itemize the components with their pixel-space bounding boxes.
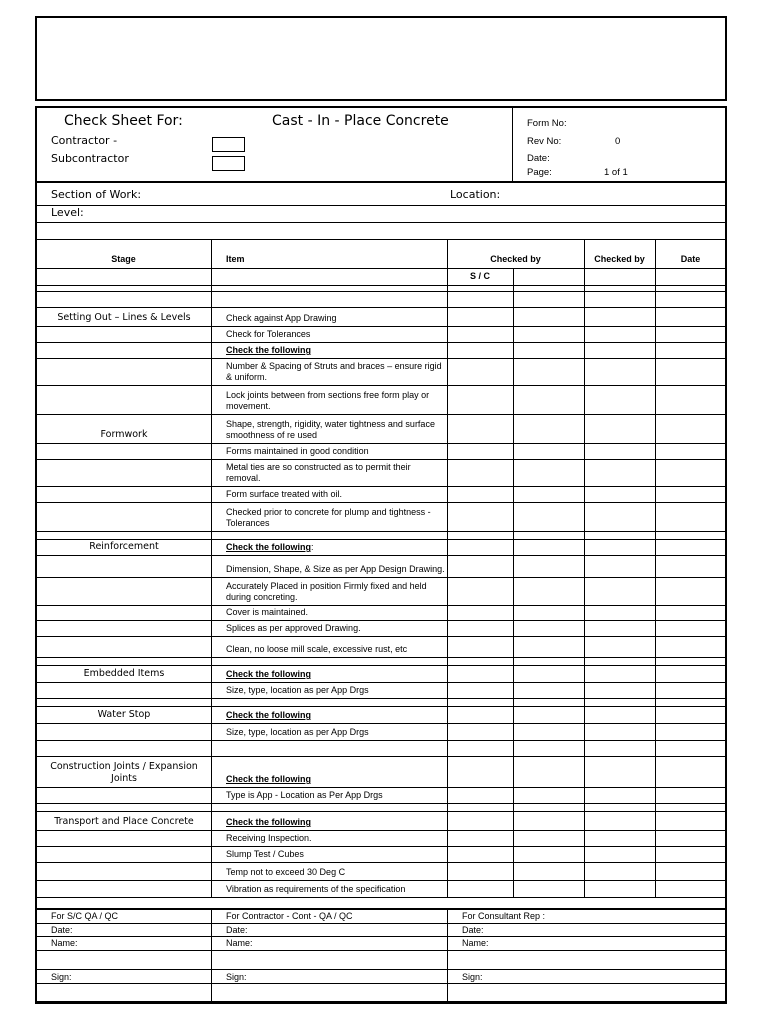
consultant-title: For Consultant Rep :	[448, 909, 727, 923]
checked-by-cell[interactable]	[514, 707, 585, 724]
stage-cell	[37, 503, 212, 532]
header-bottom-rule	[36, 181, 726, 183]
item-cell: Check for Tolerances	[212, 327, 448, 343]
table-row	[37, 683, 727, 699]
checked-by-cell[interactable]	[514, 606, 585, 621]
sc-check-cell[interactable]	[448, 308, 514, 327]
item-cell	[212, 804, 448, 812]
header-row-rule	[36, 268, 726, 269]
item-cell: Shape, strength, rigidity, water tightness and surface smoothness of re used	[212, 415, 448, 444]
table-row	[37, 804, 727, 812]
stage-cell	[37, 327, 212, 343]
spacer-rule	[36, 239, 726, 240]
sc-check-cell[interactable]	[448, 327, 514, 343]
date-cell[interactable]	[656, 487, 727, 503]
sc-check-cell[interactable]	[448, 621, 514, 637]
stage-cell	[37, 556, 212, 578]
stage-cell	[37, 788, 212, 804]
checked-by-2-cell[interactable]	[585, 621, 656, 637]
consultant-name-field[interactable]: Name:	[448, 936, 727, 950]
sc-check-cell[interactable]	[448, 415, 514, 444]
date-column-header: Date	[680, 254, 701, 264]
item-cell: Size, type, location as per App Drgs	[212, 683, 448, 699]
date-cell[interactable]	[656, 788, 727, 804]
sc-check-cell[interactable]	[448, 881, 514, 898]
stage-cell	[37, 606, 212, 621]
consultant-date-field[interactable]: Date:	[448, 923, 727, 936]
checked-by-cell[interactable]	[514, 487, 585, 503]
checked-by-2-cell[interactable]	[585, 327, 656, 343]
table-row	[37, 847, 727, 863]
stage-column-header: Stage	[111, 254, 136, 264]
sc-blank	[37, 950, 212, 969]
table-row	[37, 386, 727, 415]
checked-by-cell[interactable]	[514, 292, 585, 308]
checked-by-cell[interactable]	[514, 666, 585, 683]
table-row	[37, 741, 727, 757]
checked-by-2-cell[interactable]	[585, 724, 656, 741]
item-cell: Check against App Drawing	[212, 308, 448, 327]
date-cell[interactable]	[656, 503, 727, 532]
check-following-heading: Check the following	[226, 817, 312, 827]
checked-by-cell[interactable]	[514, 386, 585, 415]
stage-cell	[37, 804, 212, 812]
date-cell[interactable]	[656, 532, 727, 540]
item-cell	[212, 741, 448, 757]
date-cell[interactable]	[656, 308, 727, 327]
date-cell[interactable]	[656, 707, 727, 724]
check-following-heading: Check the following	[226, 542, 312, 552]
date-cell[interactable]	[656, 386, 727, 415]
form-no-label: Form No:	[527, 118, 567, 129]
table-row	[37, 666, 727, 683]
item-cell: Checked prior to concrete for plump and tightness - Tolerances	[212, 503, 448, 532]
checked-by-cell[interactable]	[514, 863, 585, 881]
subcontractor-label: Subcontractor	[51, 152, 129, 165]
rev-no-value: 0	[615, 136, 621, 147]
date-cell[interactable]	[656, 812, 727, 831]
stage-cell: Transport and Place Concrete	[37, 812, 212, 831]
sc-check-cell[interactable]	[448, 683, 514, 699]
sc-check-cell[interactable]	[448, 556, 514, 578]
stage-cell: Construction Joints / Expansion Joints	[37, 757, 212, 788]
stage-cell	[37, 292, 212, 308]
date-cell[interactable]	[656, 881, 727, 898]
item-cell: Accurately Placed in position Firmly fixed and held during concreting.	[212, 578, 448, 606]
checked-by-2-cell[interactable]	[585, 556, 656, 578]
date-cell[interactable]	[656, 666, 727, 683]
checked-by-2-cell[interactable]	[585, 863, 656, 881]
date-cell[interactable]	[656, 327, 727, 343]
stage-cell	[37, 741, 212, 757]
section-rule	[36, 205, 726, 206]
sc-check-cell[interactable]	[448, 831, 514, 847]
table-row	[37, 359, 727, 386]
subcontractor-checkbox[interactable]	[212, 156, 245, 171]
stage-cell	[37, 487, 212, 503]
sc-check-cell[interactable]	[448, 503, 514, 532]
signoff-table	[36, 908, 727, 1002]
checked-by-2-cell[interactable]	[585, 666, 656, 683]
table-row	[37, 863, 727, 881]
checked-by-cell[interactable]	[514, 578, 585, 606]
checked-by-cell[interactable]	[514, 327, 585, 343]
checked-by-header: Checked by	[594, 254, 645, 264]
item-cell: Splices as per approved Drawing.	[212, 621, 448, 637]
stage-cell: Reinforcement	[37, 540, 212, 556]
checked-by-2-cell[interactable]	[585, 503, 656, 532]
page-value: 1 of 1	[604, 167, 628, 178]
checked-by-cell[interactable]	[514, 658, 585, 666]
item-cell	[212, 540, 448, 556]
sc-qaqc-title: For S/C QA / QC	[37, 909, 212, 923]
table-row	[37, 724, 727, 741]
item-cell: Temp not to exceed 30 Deg C	[212, 863, 448, 881]
checked-by-cell[interactable]	[514, 881, 585, 898]
item-cell: Forms maintained in good condition	[212, 444, 448, 460]
date-cell[interactable]	[656, 540, 727, 556]
table-row	[37, 578, 727, 606]
table-row	[37, 831, 727, 847]
checked-by-2-cell[interactable]	[585, 683, 656, 699]
sc-check-cell[interactable]	[448, 637, 514, 658]
checked-by-2-cell[interactable]	[585, 386, 656, 415]
sc-check-cell[interactable]	[448, 532, 514, 540]
checked-by-2-cell[interactable]	[585, 637, 656, 658]
checked-by-2-cell[interactable]	[585, 308, 656, 327]
contractor-bottom	[212, 984, 448, 1002]
date-cell[interactable]	[656, 606, 727, 621]
item-cell: Slump Test / Cubes	[212, 847, 448, 863]
date-cell[interactable]	[656, 831, 727, 847]
checked-by-cell[interactable]	[514, 343, 585, 359]
checked-by-2-cell[interactable]	[585, 847, 656, 863]
contractor-blank	[212, 950, 448, 969]
stage-cell	[37, 881, 212, 898]
check-following-heading: Check the following	[226, 669, 312, 679]
sc-check-cell[interactable]	[448, 487, 514, 503]
item-cell	[212, 666, 448, 683]
sc-check-cell[interactable]	[448, 292, 514, 308]
stage-cell: Water Stop	[37, 707, 212, 724]
item-cell: Receiving Inspection.	[212, 831, 448, 847]
item-cell	[212, 343, 448, 359]
consultant-blank	[448, 950, 727, 969]
stage-cell	[37, 621, 212, 637]
contractor-sign-field[interactable]: Sign:	[212, 969, 448, 983]
item-cell	[212, 699, 448, 707]
sc-check-cell[interactable]	[448, 741, 514, 757]
sc-check-cell[interactable]	[448, 788, 514, 804]
checked-by-2-cell[interactable]	[585, 532, 656, 540]
checked-by-cell[interactable]	[514, 532, 585, 540]
stage-cell	[37, 343, 212, 359]
stage-cell	[37, 460, 212, 487]
col-line-5	[655, 239, 656, 291]
item-cell: Metal ties are so constructed as to permit their removal.	[212, 460, 448, 487]
table-row	[37, 327, 727, 343]
checked-by-cell[interactable]	[514, 621, 585, 637]
sc-check-cell[interactable]	[448, 804, 514, 812]
checked-by-cell[interactable]	[514, 460, 585, 487]
date-cell[interactable]	[656, 460, 727, 487]
contractor-date-field[interactable]: Date:	[212, 923, 448, 936]
contractor-label: Contractor -	[51, 134, 118, 147]
sc-check-cell[interactable]	[448, 757, 514, 788]
stage-cell	[37, 863, 212, 881]
checked-by-2-cell[interactable]	[585, 460, 656, 487]
header-divider	[512, 108, 513, 182]
stage-cell	[37, 724, 212, 741]
date-cell[interactable]	[656, 578, 727, 606]
table-row	[37, 606, 727, 621]
table-row	[37, 812, 727, 831]
contractor-qaqc-title: For Contractor - Cont - QA / QC	[212, 909, 448, 923]
checked-by-cell[interactable]	[514, 847, 585, 863]
date-cell[interactable]	[656, 415, 727, 444]
stage-cell: Setting Out – Lines & Levels	[37, 308, 212, 327]
sc-check-cell[interactable]	[448, 658, 514, 666]
date-cell[interactable]	[656, 444, 727, 460]
stage-cell: Embedded Items	[37, 666, 212, 683]
level-label: Level:	[51, 206, 84, 219]
sc-check-cell[interactable]	[448, 847, 514, 863]
stage-cell	[37, 683, 212, 699]
date-cell[interactable]	[656, 699, 727, 707]
item-column-header: Item	[226, 254, 245, 264]
checked-by-cell[interactable]	[514, 804, 585, 812]
table-row	[37, 556, 727, 578]
consultant-bottom	[448, 984, 727, 1002]
checked-by-cell[interactable]	[514, 683, 585, 699]
stage-cell	[37, 699, 212, 707]
stage-cell	[37, 386, 212, 415]
sc-check-cell[interactable]	[448, 578, 514, 606]
checked-by-cell[interactable]	[514, 503, 585, 532]
heading-suffix: :	[311, 542, 314, 552]
date-cell[interactable]	[656, 637, 727, 658]
checked-by-2-cell[interactable]	[585, 757, 656, 788]
stage-cell	[37, 444, 212, 460]
date-cell[interactable]	[656, 292, 727, 308]
table-row	[37, 658, 727, 666]
sc-check-cell[interactable]	[448, 359, 514, 386]
check-following-heading: Check the following	[226, 345, 312, 355]
table-row	[37, 308, 727, 327]
location-label: Location:	[450, 188, 501, 201]
table-row	[37, 707, 727, 724]
check-following-heading: Check the following	[226, 774, 312, 784]
level-rule	[36, 222, 726, 223]
col-line-1	[211, 239, 212, 291]
checked-by-cell[interactable]	[514, 788, 585, 804]
stage-cell	[37, 847, 212, 863]
checked-by-2-cell[interactable]	[585, 804, 656, 812]
stage-cell: Formwork	[37, 415, 212, 444]
table-row	[37, 415, 727, 444]
item-cell: Cover is maintained.	[212, 606, 448, 621]
checked-by-2-cell[interactable]	[585, 812, 656, 831]
checked-by-2-cell[interactable]	[585, 487, 656, 503]
table-row	[37, 699, 727, 707]
sc-check-cell[interactable]	[448, 812, 514, 831]
table-row	[37, 487, 727, 503]
date-cell[interactable]	[656, 757, 727, 788]
checked-by-2-cell[interactable]	[585, 707, 656, 724]
item-cell	[212, 757, 448, 788]
sc-row-rule	[36, 285, 726, 286]
col-line-3	[513, 268, 514, 291]
item-cell: Number & Spacing of Struts and braces – ensure rigid & uniform.	[212, 359, 448, 386]
checked-by-cell[interactable]	[514, 741, 585, 757]
sc-check-cell[interactable]	[448, 386, 514, 415]
checked-by-cell[interactable]	[514, 699, 585, 707]
sc-subheader: S / C	[469, 271, 490, 281]
checked-by-2-cell[interactable]	[585, 741, 656, 757]
check-sheet-label: Check Sheet For:	[64, 113, 183, 129]
item-cell	[212, 707, 448, 724]
stage-cell	[37, 578, 212, 606]
check-following-heading: Check the following	[226, 710, 312, 720]
checked-by-cell[interactable]	[514, 637, 585, 658]
date-cell[interactable]	[656, 683, 727, 699]
sc-sign-field[interactable]: Sign:	[37, 969, 212, 983]
checked-by-cell[interactable]	[514, 757, 585, 788]
checked-by-cell[interactable]	[514, 812, 585, 831]
item-cell	[212, 658, 448, 666]
checked-by-cell[interactable]	[514, 831, 585, 847]
sc-check-cell[interactable]	[448, 343, 514, 359]
item-cell	[212, 532, 448, 540]
checked-by-2-cell[interactable]	[585, 343, 656, 359]
date-cell[interactable]	[656, 556, 727, 578]
contractor-checkbox[interactable]	[212, 137, 245, 152]
checked-by-cell[interactable]	[514, 415, 585, 444]
sc-date-field[interactable]: Date:	[37, 923, 212, 936]
table-row	[37, 343, 727, 359]
col-line-4	[584, 239, 585, 291]
checked-by-cell[interactable]	[514, 540, 585, 556]
item-cell: Size, type, location as per App Drgs	[212, 724, 448, 741]
checked-by-cell[interactable]	[514, 308, 585, 327]
item-cell: Vibration as requirements of the specification	[212, 881, 448, 898]
table-row	[37, 460, 727, 487]
sc-check-cell[interactable]	[448, 666, 514, 683]
table-row	[37, 444, 727, 460]
page-label: Page:	[527, 167, 552, 178]
item-cell: Form surface treated with oil.	[212, 487, 448, 503]
table-row	[37, 788, 727, 804]
date-cell[interactable]	[656, 741, 727, 757]
sc-check-cell[interactable]	[448, 707, 514, 724]
date-cell[interactable]	[656, 359, 727, 386]
stage-cell	[37, 532, 212, 540]
sc-check-cell[interactable]	[448, 606, 514, 621]
checked-by-cell[interactable]	[514, 724, 585, 741]
date-cell[interactable]	[656, 621, 727, 637]
sc-check-cell[interactable]	[448, 724, 514, 741]
checked-by-2-cell[interactable]	[585, 831, 656, 847]
checked-by-2-cell[interactable]	[585, 881, 656, 898]
table-row	[37, 540, 727, 556]
checked-by-2-cell[interactable]	[585, 359, 656, 386]
section-of-work-label: Section of Work:	[51, 188, 142, 201]
table-row	[37, 757, 727, 788]
date-cell[interactable]	[656, 804, 727, 812]
table-row	[37, 637, 727, 658]
sc-check-cell[interactable]	[448, 863, 514, 881]
checked-by-sc-header: Checked by	[490, 254, 541, 264]
date-label: Date:	[527, 153, 550, 164]
rev-no-label: Rev No:	[527, 136, 562, 147]
date-cell[interactable]	[656, 658, 727, 666]
col-line-2	[447, 239, 448, 291]
table-row	[37, 881, 727, 898]
checked-by-2-cell[interactable]	[585, 788, 656, 804]
table-row	[37, 503, 727, 532]
date-cell[interactable]	[656, 724, 727, 741]
top-blank-box	[35, 16, 727, 101]
checked-by-2-cell[interactable]	[585, 578, 656, 606]
table-row	[37, 292, 727, 308]
item-cell: Lock joints between from sections free form play or movement.	[212, 386, 448, 415]
consultant-sign-field[interactable]: Sign:	[448, 969, 727, 983]
sc-check-cell[interactable]	[448, 444, 514, 460]
item-cell: Clean, no loose mill scale, excessive rust, etc	[212, 637, 448, 658]
sheet-title: Cast - In - Place Concrete	[272, 113, 449, 129]
contractor-name-field[interactable]: Name:	[212, 936, 448, 950]
checked-by-cell[interactable]	[514, 444, 585, 460]
item-cell	[212, 292, 448, 308]
checked-by-2-cell[interactable]	[585, 292, 656, 308]
checked-by-cell[interactable]	[514, 359, 585, 386]
item-cell: Dimension, Shape, & Size as per App Design Drawing.	[212, 556, 448, 578]
sc-name-field[interactable]: Name:	[37, 936, 212, 950]
date-cell[interactable]	[656, 343, 727, 359]
stage-cell	[37, 831, 212, 847]
item-cell	[212, 812, 448, 831]
checked-by-2-cell[interactable]	[585, 658, 656, 666]
checked-by-2-cell[interactable]	[585, 444, 656, 460]
table-row	[37, 532, 727, 540]
sc-check-cell[interactable]	[448, 540, 514, 556]
stage-cell	[37, 359, 212, 386]
checklist-table	[36, 291, 727, 898]
sc-check-cell[interactable]	[448, 699, 514, 707]
item-cell: Type is App - Location as Per App Drgs	[212, 788, 448, 804]
checked-by-2-cell[interactable]	[585, 699, 656, 707]
checked-by-2-cell[interactable]	[585, 540, 656, 556]
stage-cell	[37, 658, 212, 666]
sc-check-cell[interactable]	[448, 460, 514, 487]
date-cell[interactable]	[656, 863, 727, 881]
date-cell[interactable]	[656, 847, 727, 863]
checked-by-2-cell[interactable]	[585, 606, 656, 621]
sc-bottom	[37, 984, 212, 1002]
checked-by-2-cell[interactable]	[585, 415, 656, 444]
checked-by-cell[interactable]	[514, 556, 585, 578]
stage-cell	[37, 637, 212, 658]
table-row	[37, 621, 727, 637]
